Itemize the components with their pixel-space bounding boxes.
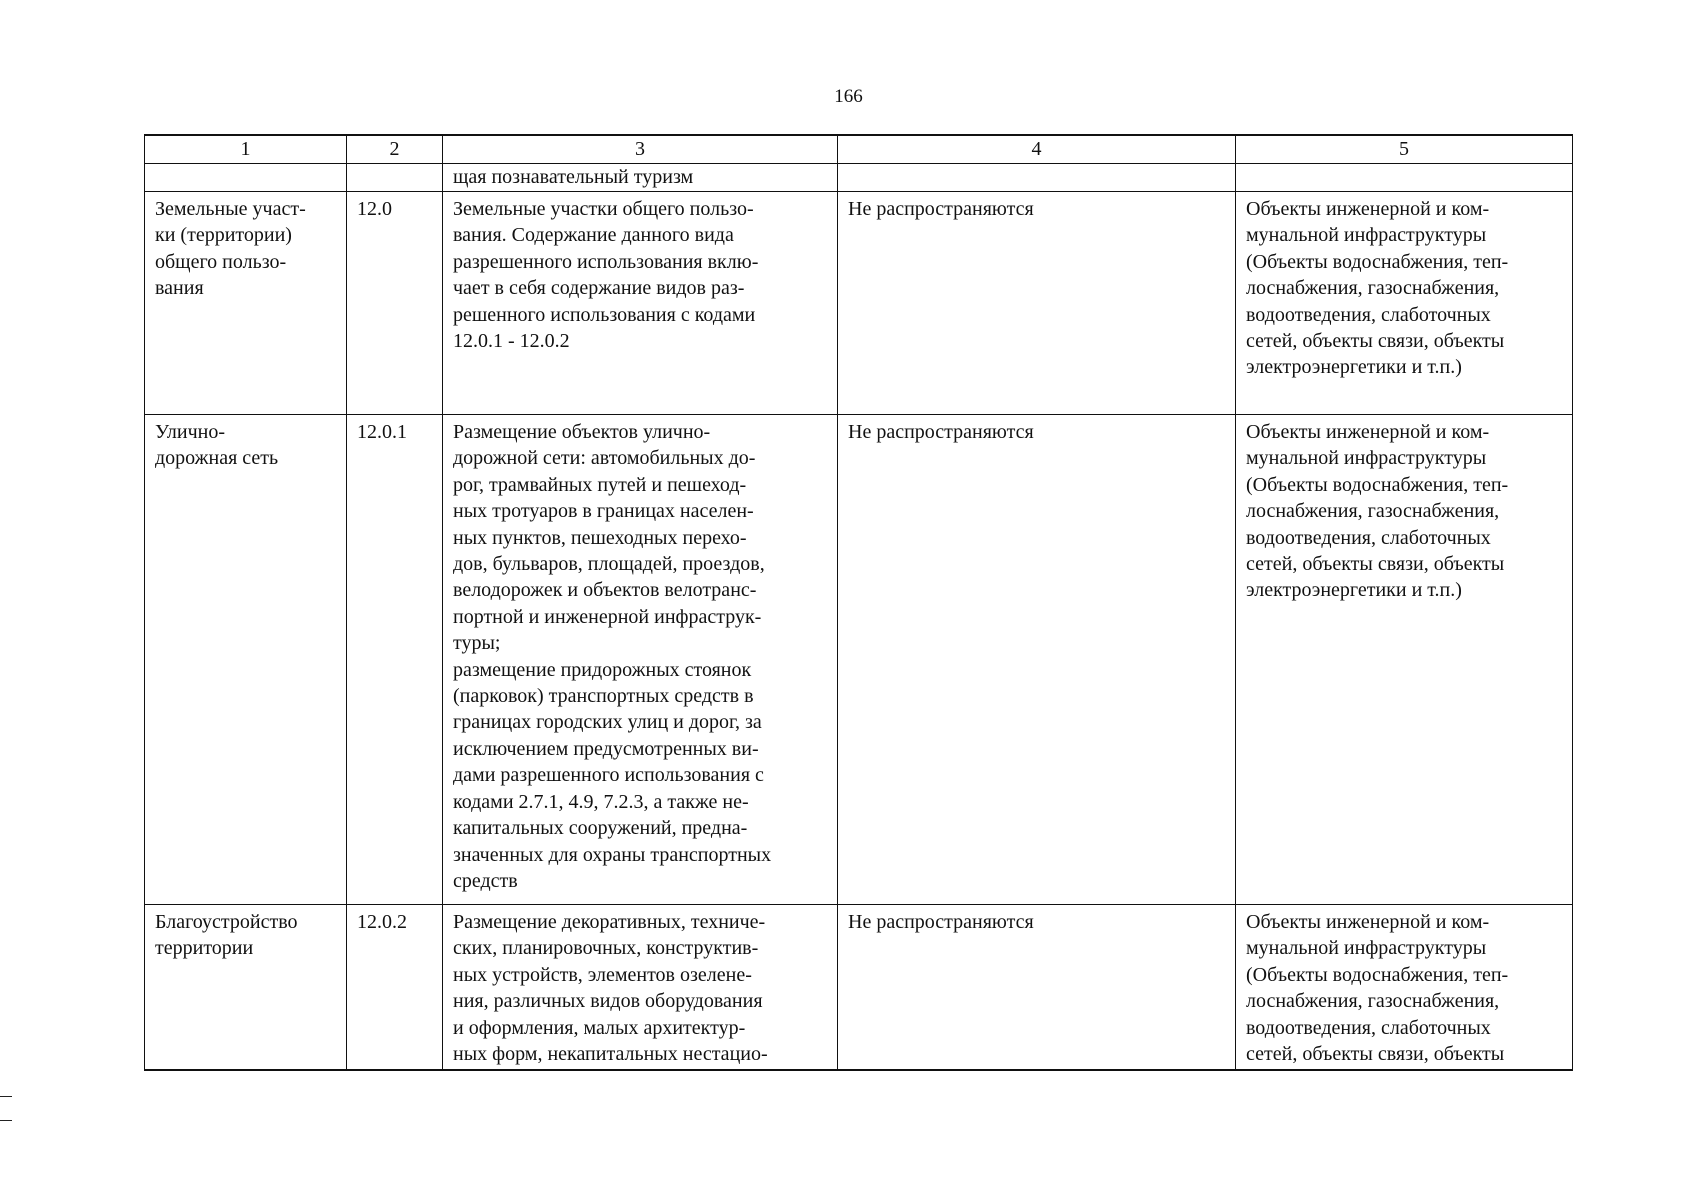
header-col-4: 4 — [838, 135, 1236, 164]
land-use-name: Земельные участ- ки (территории) общего пользо- вания — [145, 192, 347, 415]
page-number: 166 — [834, 86, 863, 107]
header-col-1: 1 — [145, 135, 347, 164]
table-row — [145, 905, 1573, 1071]
continuation-row — [145, 164, 1573, 192]
continuation-col-5 — [1236, 164, 1573, 192]
land-use-description: Размещение объектов улично- дорожной сети: автомобильных до- рог, трамвайных путей и пешеход- ных тротуаров в границах населен- ных пунктов, пешеходных перехо- дов, бульваров, площадей, проездов, велодорожек и объектов велотранс- портной и инженерной инфраструк- туры; размещение придорожных стоянок (парковок) транспортных средств в границах городских улиц и дорог, за исключением предусмотренных ви- дами разрешенного использования с кодами 2.7.1, 4.9, 7.2.3, а также не- капитальных сооружений, предна- значенных для охраны транспортных средств — [443, 415, 838, 905]
continuation-col-3: щая познавательный туризм — [443, 164, 838, 192]
land-use-objects: Объекты инженерной и ком- мунальной инфраструктуры (Объекты водоснабжения, теп- лоснабжения, газоснабжения, водоотведения, слаботочных сетей, объекты связи, объекты электроэнергетики и т.п.) — [1236, 415, 1573, 905]
header-col-5: 5 — [1236, 135, 1573, 164]
land-use-objects: Объекты инженерной и ком- мунальной инфраструктуры (Объекты водоснабжения, теп- лоснабжения, газоснабжения, водоотведения, слаботочных сетей, объекты связи, объекты — [1236, 905, 1573, 1071]
scan-margin-mark — [0, 1096, 12, 1097]
land-use-limits: Не распространяются — [838, 415, 1236, 905]
land-use-description: Размещение декоративных, техниче- ских, планировочных, конструктив- ных устройств, элементов озелене- ния, различных видов оборудования и оформления, малых архитектур- ных форм, некапитальных нестацио- — [443, 905, 838, 1071]
land-use-description: Земельные участки общего пользо- вания. Содержание данного вида разрешенного использования вклю- чает в себя содержание видов раз- решенного использования с кодами 12.0.1 - 12.0.2 — [443, 192, 838, 415]
continuation-col-2 — [347, 164, 443, 192]
land-use-name: Благоустройство территории — [145, 905, 347, 1071]
table-row — [145, 192, 1573, 415]
header-row — [145, 135, 1573, 164]
land-use-code: 12.0.2 — [347, 905, 443, 1071]
header-col-3: 3 — [443, 135, 838, 164]
header-col-2: 2 — [347, 135, 443, 164]
land-use-limits: Не распространяются — [838, 192, 1236, 415]
land-use-code: 12.0 — [347, 192, 443, 415]
continuation-col-4 — [838, 164, 1236, 192]
land-use-table — [144, 134, 1573, 1071]
land-use-objects: Объекты инженерной и ком- мунальной инфраструктуры (Объекты водоснабжения, теп- лоснабжения, газоснабжения, водоотведения, слаботочных сетей, объекты связи, объекты электроэнергетики и т.п.) — [1236, 192, 1573, 415]
table-row — [145, 415, 1573, 905]
scan-margin-mark — [0, 1120, 12, 1121]
land-use-limits: Не распространяются — [838, 905, 1236, 1071]
continuation-col-1 — [145, 164, 347, 192]
land-use-code: 12.0.1 — [347, 415, 443, 905]
land-use-name: Улично- дорожная сеть — [145, 415, 347, 905]
